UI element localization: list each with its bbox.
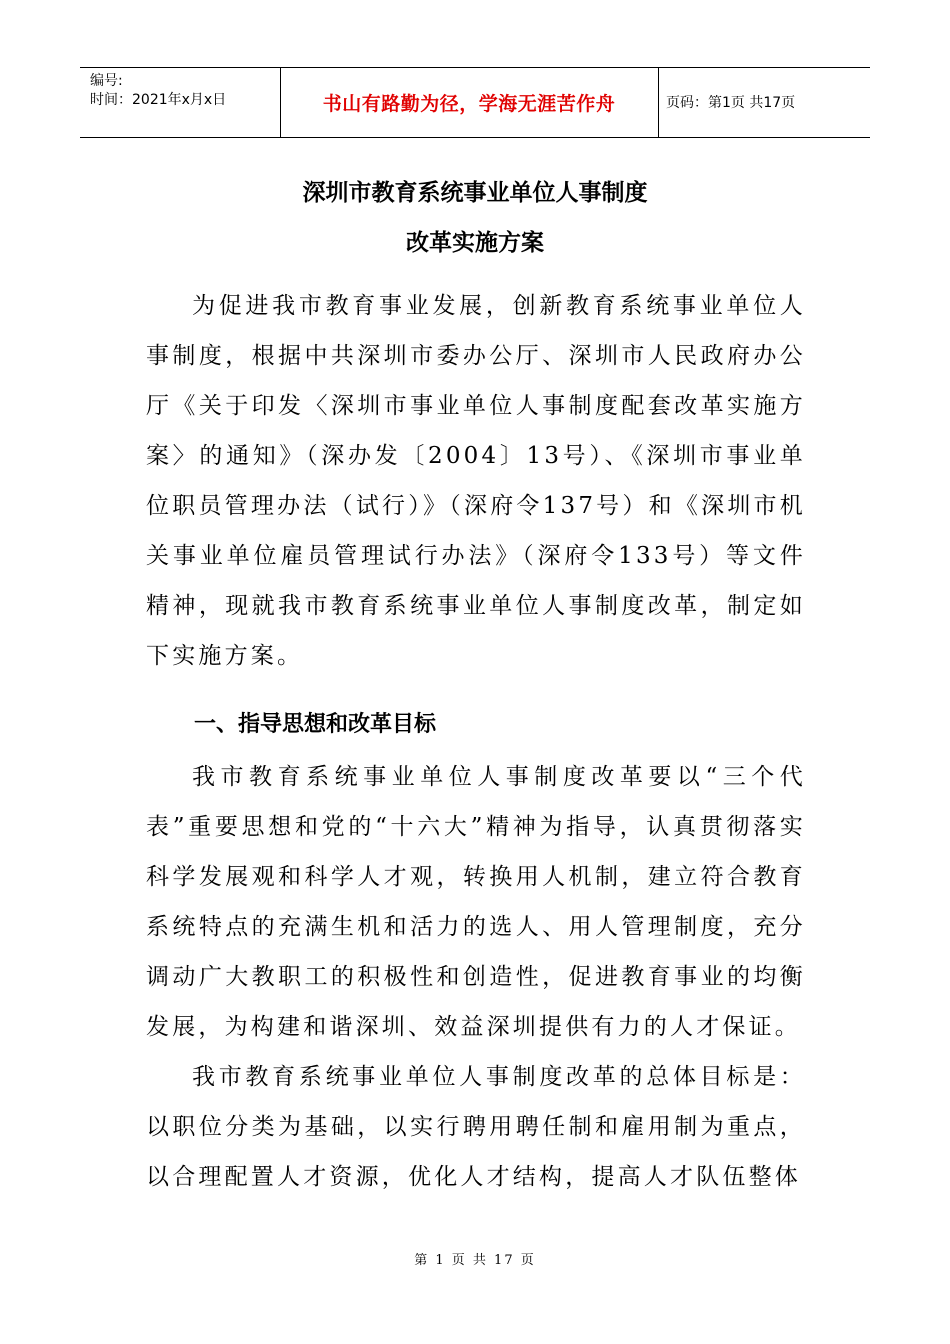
page-number-label: 页码：第1页 共17页 [666,94,796,111]
overall-goal-paragraph: 我市教育系统事业单位人事制度改革的总体目标是：以职位分类为基础，以实行聘用聘任制和雇用制为重点，以合理配置人才资源，优化人才结构，提高人才队伍整体 [146,1064,806,1190]
page-header [80,67,870,138]
document-title-line2: 改革实施方案 [406,229,544,256]
motto-text: 书山有路勤为径，学海无涯苦作舟 [322,93,616,115]
header-page-cell [658,68,870,137]
section-heading: 一、指导思想和改革目标 [194,712,437,737]
guiding-ideology-paragraph: 我市教育系统事业单位人事制度改革要以“三个代表”重要思想和党的“十六大”精神为指导，认真贯彻落实科学发展观和科学人才观，转换用人机制，建立符合教育系统特点的充满生机和活力的选人、用人管理制度，充分调动广大教职工的积极性和创造性，促进教育事业的均衡发展，为构建和谐深圳、效益深圳提供有力的人才保证。 [146,764,806,1040]
page-footer: 第 1 页 共 17 页 [414,1253,536,1268]
header-info-cell [80,68,281,137]
time-label: 时间：2021年x月x日 [90,92,227,108]
header-motto-cell [280,68,659,137]
document-title-line1: 深圳市教育系统事业单位人事制度 [302,179,648,206]
intro-paragraph: 为促进我市教育事业发展，创新教育系统事业单位人事制度，根据中共深圳市委办公厅、深圳市人民政府办公厅《关于印发〈深圳市事业单位人事制度配套改革实施方案〉的通知》（深办发〔2004〕13号）、《深圳市事业单位职员管理办法（试行）》（深府令137号）和《深圳市机关事业单位雇员管理试行办法》（深府令133号）等文件精神，现就我市教育系统事业单位人事制度改革，制定如下实施方案。 [146,293,806,669]
number-label: 编号: [90,73,123,89]
